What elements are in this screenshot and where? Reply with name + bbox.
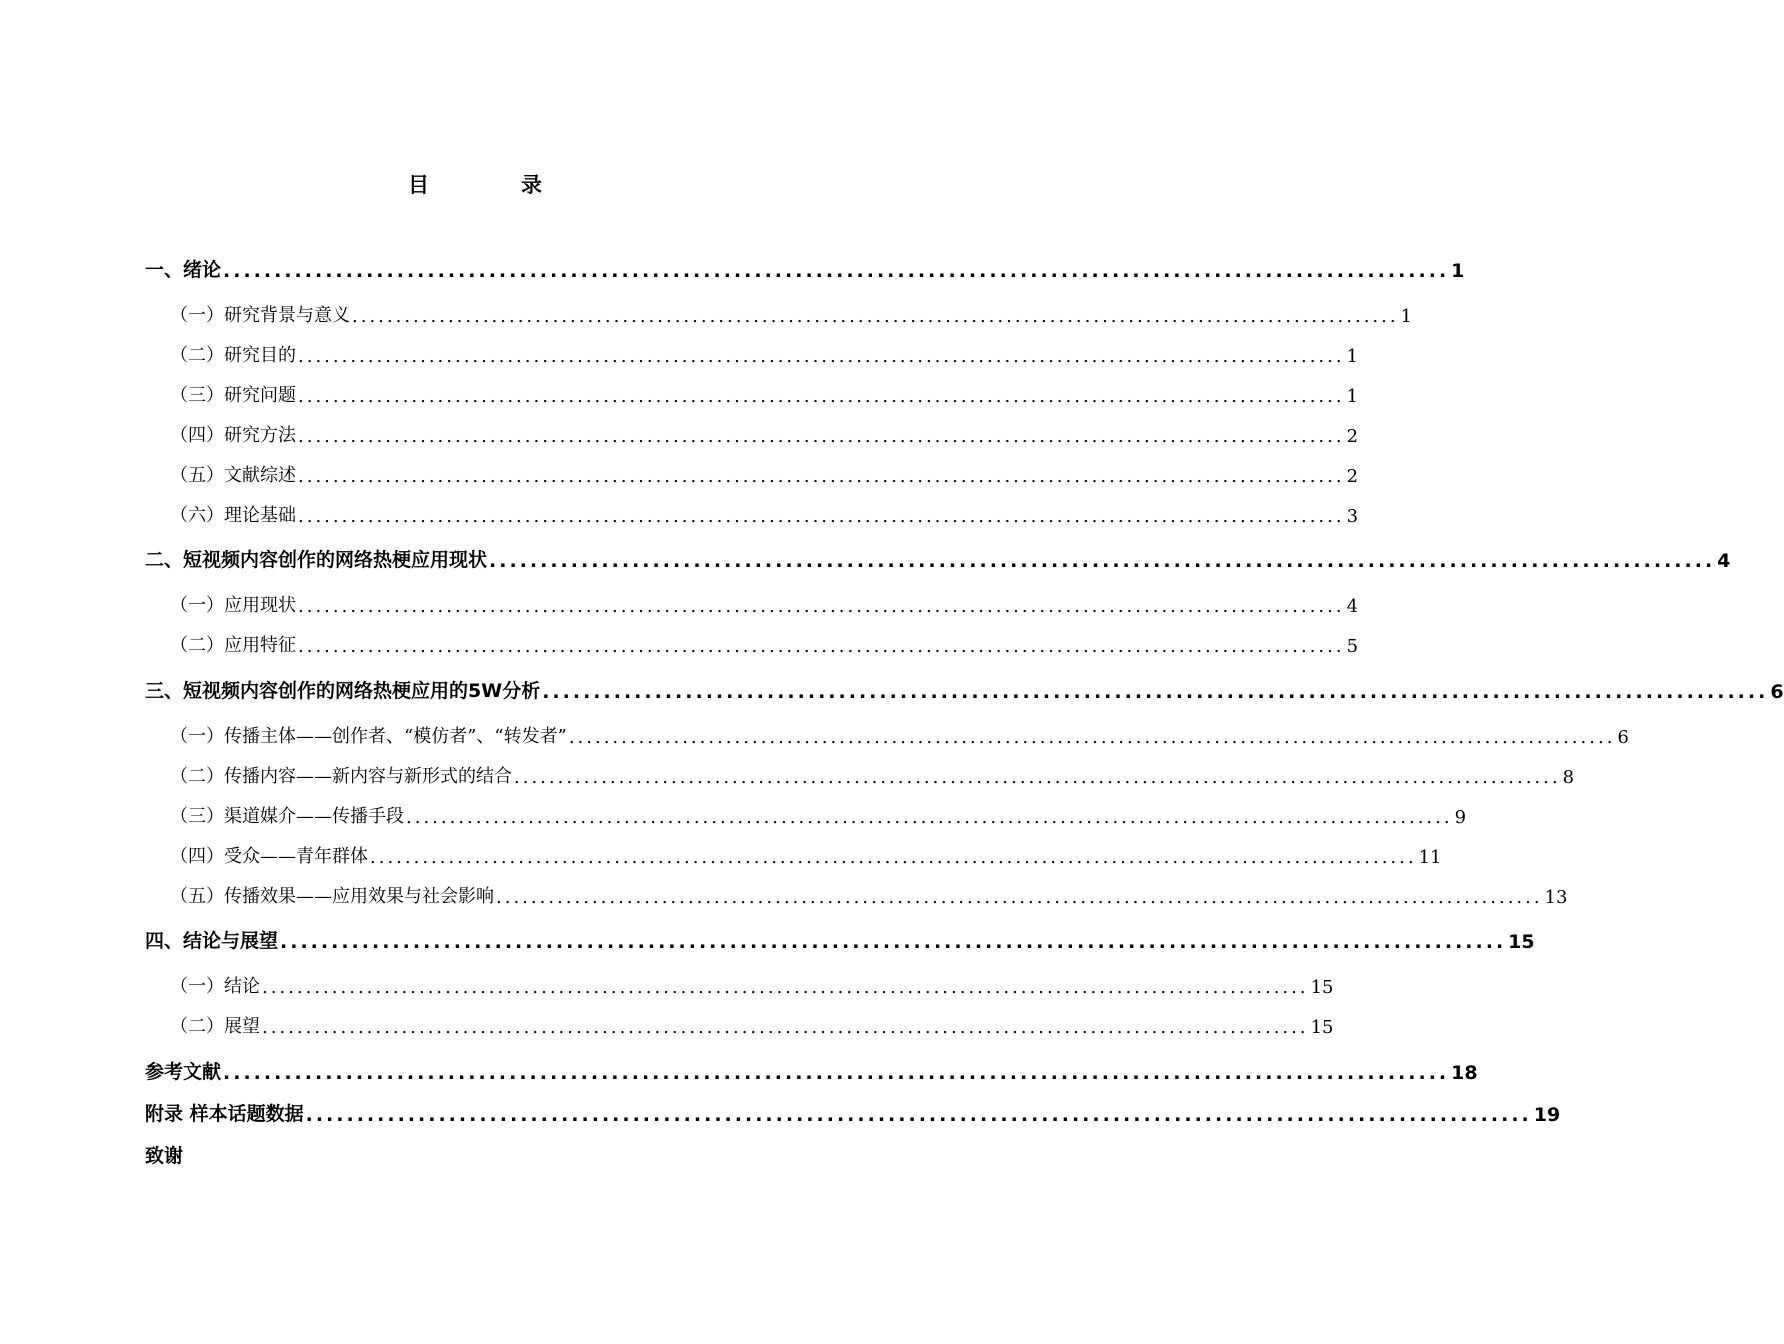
toc-entry[interactable] (0, 337, 1359, 367)
toc-entry[interactable] (0, 1008, 1334, 1038)
toc-entry[interactable] (0, 497, 1359, 527)
toc-entry-page: 6 (1617, 727, 1629, 748)
toc-leader-dots: ........................................................................................................................ (280, 931, 1507, 953)
toc-entry-page: 2 (1346, 426, 1359, 447)
toc-entry-page: 11 (1418, 847, 1442, 868)
toc-title (0, 170, 950, 200)
toc-entry-number: （六） (170, 505, 224, 526)
toc-entry-page: 4 (1346, 596, 1359, 617)
toc-entry-number: 一、 (145, 259, 184, 281)
toc-entry-number: （二） (170, 635, 224, 656)
toc-entry[interactable] (0, 798, 1467, 828)
toc-leader-dots: ........................................................................................................................ (223, 260, 1450, 282)
toc-entry-label: 传播内容——新内容与新形式的结合 (224, 766, 512, 787)
toc-entry-label: 研究方法 (224, 425, 296, 446)
toc-title-char-1: 目 (408, 173, 429, 197)
toc-entry[interactable] (0, 587, 1359, 617)
toc-entry[interactable] (0, 252, 1465, 282)
toc-entry-number: 四、 (145, 930, 184, 952)
toc-entry-number: （五） (170, 886, 224, 907)
toc-entry-page: 1 (1451, 260, 1465, 282)
toc-entry-number: （四） (170, 425, 224, 446)
toc-entry-number: （二） (170, 1016, 224, 1037)
toc-entry-label: 结论与展望 (183, 930, 279, 952)
toc-entry-label: 受众——青年群体 (224, 846, 368, 867)
toc-entry[interactable] (0, 718, 1629, 748)
toc-entry[interactable] (0, 377, 1359, 407)
toc-entry-page: 19 (1533, 1104, 1561, 1126)
toc-entry-label: 结论 (224, 976, 260, 997)
toc-leader-dots: ........................................................................................................................ (406, 807, 1453, 828)
toc-entry-number: （五） (170, 465, 224, 486)
toc-entry[interactable] (0, 542, 1731, 572)
toc-entry-label: 传播主体——创作者、“模仿者”、“转发者” (224, 726, 567, 747)
toc-entry-number: （一） (170, 726, 224, 747)
toc-entry-label: 短视频内容创作的网络热梗应用现状 (183, 549, 488, 571)
toc-leader-dots: ........................................................................................................................ (223, 1062, 1450, 1084)
toc-entry-label: 研究背景与意义 (224, 305, 350, 326)
toc-leader-dots: ........................................................................................................................ (496, 887, 1543, 908)
toc-entry-number: （一） (170, 976, 224, 997)
toc-entry-number: （一） (170, 595, 224, 616)
toc-leader-dots: ........................................................................................................................ (305, 1104, 1532, 1126)
toc-leader-dots: ........................................................................................................................ (489, 550, 1716, 572)
toc-leader-dots: ........................................................................................................................ (298, 426, 1345, 447)
toc-entry-label: 展望 (224, 1016, 260, 1037)
toc-entry-number: （四） (170, 846, 224, 867)
toc-entry-page: 8 (1562, 767, 1575, 788)
toc-entry-page: 2 (1346, 466, 1359, 487)
toc-entry[interactable] (0, 297, 1413, 327)
toc-leader-dots: ........................................................................................................................ (568, 727, 1616, 748)
toc-entry[interactable] (0, 673, 1784, 703)
toc-entry[interactable] (0, 923, 1535, 953)
toc-leader-dots: ........................................................................................................................ (370, 847, 1417, 868)
toc-entry[interactable] (0, 457, 1359, 487)
toc-leader-dots: ........................................................................................................................ (298, 636, 1345, 657)
toc-entry-page: 1 (1400, 306, 1413, 327)
toc-entry-label: 理论基础 (224, 505, 296, 526)
toc-entry-page: 15 (1310, 977, 1334, 998)
toc-entry-page: 3 (1346, 506, 1359, 527)
toc-entry[interactable] (0, 1138, 950, 1168)
toc-entry[interactable] (0, 417, 1359, 447)
toc-entry-number: 三、 (145, 680, 184, 702)
toc-title-char-2: 录 (521, 173, 542, 197)
toc-entry-label: 应用特征 (224, 635, 296, 656)
toc-entry-label: 短视频内容创作的网络热梗应用的5W分析 (183, 680, 541, 702)
toc-leader-dots: ........................................................................................................................ (514, 767, 1561, 788)
toc-leader-dots: ........................................................................................................................ (298, 506, 1345, 527)
toc-entry-label: 研究目的 (224, 345, 296, 366)
toc-entry-label: 应用现状 (224, 595, 296, 616)
toc-entry[interactable] (0, 1054, 1478, 1084)
toc-entry-page: 15 (1310, 1017, 1334, 1038)
toc-entry-label: 致谢 (145, 1145, 184, 1167)
toc-entry-page: 1 (1346, 386, 1359, 407)
toc-entry-number: （一） (170, 305, 224, 326)
toc-leader-dots: ........................................................................................................................ (352, 306, 1399, 327)
toc-entry[interactable] (0, 758, 1575, 788)
toc-entry-number: （三） (170, 385, 224, 406)
toc-entry[interactable] (0, 627, 1359, 657)
toc-leader-dots: ........................................................................................................................ (298, 346, 1345, 367)
toc-entry-page: 5 (1346, 636, 1359, 657)
toc-entry[interactable] (0, 968, 1334, 998)
toc-entry-label: 参考文献 (145, 1061, 222, 1083)
toc-entry-label: 附录 样本话题数据 (145, 1103, 304, 1125)
toc-leader-dots: ........................................................................................................................ (298, 386, 1345, 407)
toc-entry-page: 4 (1717, 550, 1731, 572)
toc-entry-label: 渠道媒介——传播手段 (224, 806, 404, 827)
toc-leader-dots: ........................................................................................................................ (298, 466, 1345, 487)
toc-entry-page: 6 (1770, 681, 1784, 703)
toc-entry-number: （三） (170, 806, 224, 827)
toc-entry-page: 13 (1544, 887, 1568, 908)
toc-entry-number: （二） (170, 345, 224, 366)
toc-leader-dots: ........................................................................................................................ (262, 1017, 1309, 1038)
toc-entry-label: 绪论 (183, 259, 222, 281)
toc-entry-number: 二、 (145, 549, 184, 571)
toc-entry-page: 9 (1454, 807, 1467, 828)
toc-entry[interactable] (0, 838, 1442, 868)
toc-entry[interactable] (0, 878, 1568, 908)
toc-entry-label: 文献综述 (224, 465, 296, 486)
toc-leader-dots: ........................................................................................................................ (298, 596, 1345, 617)
toc-entry-page: 1 (1346, 346, 1359, 367)
toc-entry-label: 传播效果——应用效果与社会影响 (224, 886, 494, 907)
toc-leader-dots: ........................................................................................................................ (542, 681, 1769, 703)
toc-entry-label: 研究问题 (224, 385, 296, 406)
toc-entry[interactable] (0, 1096, 1561, 1126)
toc-entry-number: （二） (170, 766, 224, 787)
toc-leader-dots: ........................................................................................................................ (262, 977, 1309, 998)
toc-entry-page: 15 (1508, 931, 1535, 953)
toc-entry-page: 18 (1451, 1062, 1478, 1084)
